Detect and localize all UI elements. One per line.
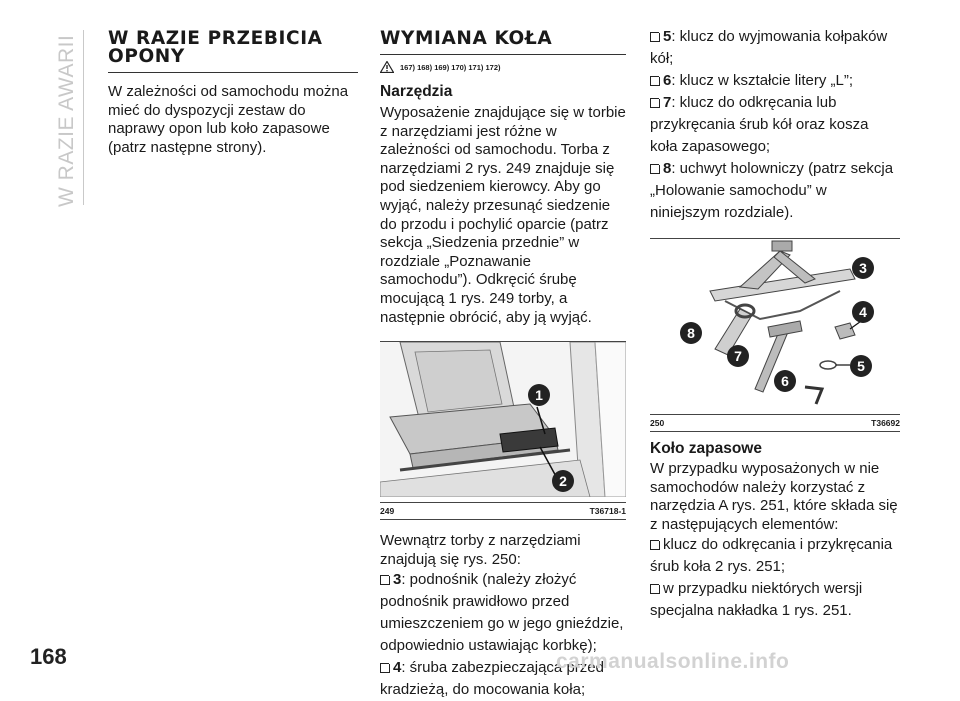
callout-5: 5 bbox=[850, 355, 872, 377]
title-rule bbox=[380, 54, 626, 55]
callout-4: 4 bbox=[852, 301, 874, 323]
callout-3: 3 bbox=[852, 257, 874, 279]
figure-caption bbox=[650, 414, 900, 431]
figure-code: T36718-1 bbox=[589, 506, 626, 517]
list-item bbox=[650, 578, 900, 622]
list-item bbox=[650, 158, 900, 224]
warning-icon bbox=[380, 61, 394, 73]
list-item bbox=[650, 92, 900, 158]
subsection-title: Koło zapasowe bbox=[650, 440, 762, 457]
section-title: WYMIANA KOŁA bbox=[380, 28, 553, 49]
tools-text: Wyposażenie znajdujące się w torbie z narzędziami jest różne w zależności od samochodu. Torba z narzędziami 2 rys. 249 znajduje się pod siedzeniem kierowcy. Aby go wyjąć, należy przesunąć siedzenie do przodu i pochylić oparcie (patrz sekcja „Siedzenia przednie” w rozdziale „Poznawanie samochodu”). Odkręcić śrubę mocującą 1 rys. 249 torby, a następnie obrócić, aby ją wyjąć. bbox=[380, 104, 626, 326]
list-item bbox=[650, 534, 900, 578]
section-wheel-change bbox=[380, 30, 626, 701]
item-key: 8 bbox=[663, 160, 672, 177]
callout-1: 1 bbox=[528, 384, 550, 406]
item-key: 4 bbox=[393, 659, 402, 677]
list-item bbox=[650, 70, 900, 92]
figure-caption bbox=[380, 502, 626, 519]
callout-7: 7 bbox=[727, 345, 749, 367]
item-text: w przypadku niektórych wersji specjalna nakładka 1 rys. 251. bbox=[650, 580, 863, 620]
item-text: : klucz do wyjmowania kołpaków kół; bbox=[650, 28, 888, 67]
figure-number: 249 bbox=[380, 506, 395, 517]
list-item bbox=[380, 569, 626, 657]
item-key: 3 bbox=[393, 571, 402, 589]
section-wheel-change-cont bbox=[650, 26, 900, 622]
item-text: : śruba zabezpieczająca przed kradzieżą, do mocowania koła; bbox=[380, 659, 604, 699]
item-text: : klucz w kształcie litery „L”; bbox=[671, 72, 854, 89]
checkbox-bullet-icon bbox=[650, 540, 660, 550]
item-text: : podnośnik (należy złożyć podnośnik prawidłowo przed umieszczeniem go w jego gnieździe, odpowiednio ustawiając korbkę); bbox=[380, 571, 624, 655]
item-key: 5 bbox=[663, 28, 672, 45]
chapter-side-tab bbox=[56, 30, 78, 205]
title-rule bbox=[108, 72, 358, 73]
section-text: W zależności od samochodu można mieć do dyspozycji zestaw do naprawy opon lub koło zapasowe (patrz następne strony). bbox=[108, 83, 349, 156]
seat-toolbag-illustration bbox=[380, 342, 626, 497]
checkbox-bullet-icon bbox=[650, 584, 660, 594]
figure-number: 250 bbox=[650, 418, 665, 428]
note-refs: 167) 168) 169) 170) 171) 172) bbox=[400, 62, 501, 72]
spare-wheel-text: W przypadku wyposażonych w nie samochodów należy korzystać z narzędzia A rys. 251, które składa się z następujących elementów: bbox=[650, 460, 898, 533]
section-flat-tyre bbox=[108, 30, 358, 157]
checkbox-bullet-icon bbox=[650, 76, 660, 86]
item-key: 7 bbox=[663, 94, 672, 111]
checkbox-bullet-icon bbox=[380, 663, 390, 673]
checkbox-bullet-icon bbox=[650, 164, 660, 174]
figure-code: T36692 bbox=[871, 418, 900, 428]
checkbox-bullet-icon bbox=[380, 575, 390, 585]
item-key: 6 bbox=[663, 72, 672, 89]
checkbox-bullet-icon bbox=[650, 32, 660, 42]
bag-contents-text: Wewnątrz torby z narzędziami znajdują się rys. 250: bbox=[380, 532, 581, 568]
item-text: : klucz do odkręcania lub przykręcania śrub kół oraz kosza koła zapasowego; bbox=[650, 94, 869, 155]
figure-249 bbox=[380, 341, 626, 520]
item-text: klucz do odkręcania i przykręcania śrub koła 2 rys. 251; bbox=[650, 536, 893, 576]
callout-2: 2 bbox=[552, 470, 574, 492]
checkbox-bullet-icon bbox=[650, 98, 660, 108]
page-number: 168 bbox=[30, 644, 67, 669]
section-title: W RAZIE PRZEBICIA OPONY bbox=[108, 28, 323, 67]
watermark: carmanualsonline.info bbox=[556, 650, 790, 673]
figure-250 bbox=[650, 238, 900, 432]
item-text: : uchwyt holowniczy (patrz sekcja „Holowanie samochodu” w niniejszym rozdziale). bbox=[650, 160, 894, 221]
callout-8: 8 bbox=[680, 322, 702, 344]
subsection-title: Narzędzia bbox=[380, 83, 453, 100]
callout-6: 6 bbox=[774, 370, 796, 392]
chapter-rule bbox=[83, 30, 84, 205]
warning-notes bbox=[380, 61, 626, 73]
chapter-title: W RAZIE AWARII bbox=[55, 34, 78, 207]
list-item bbox=[650, 26, 900, 70]
